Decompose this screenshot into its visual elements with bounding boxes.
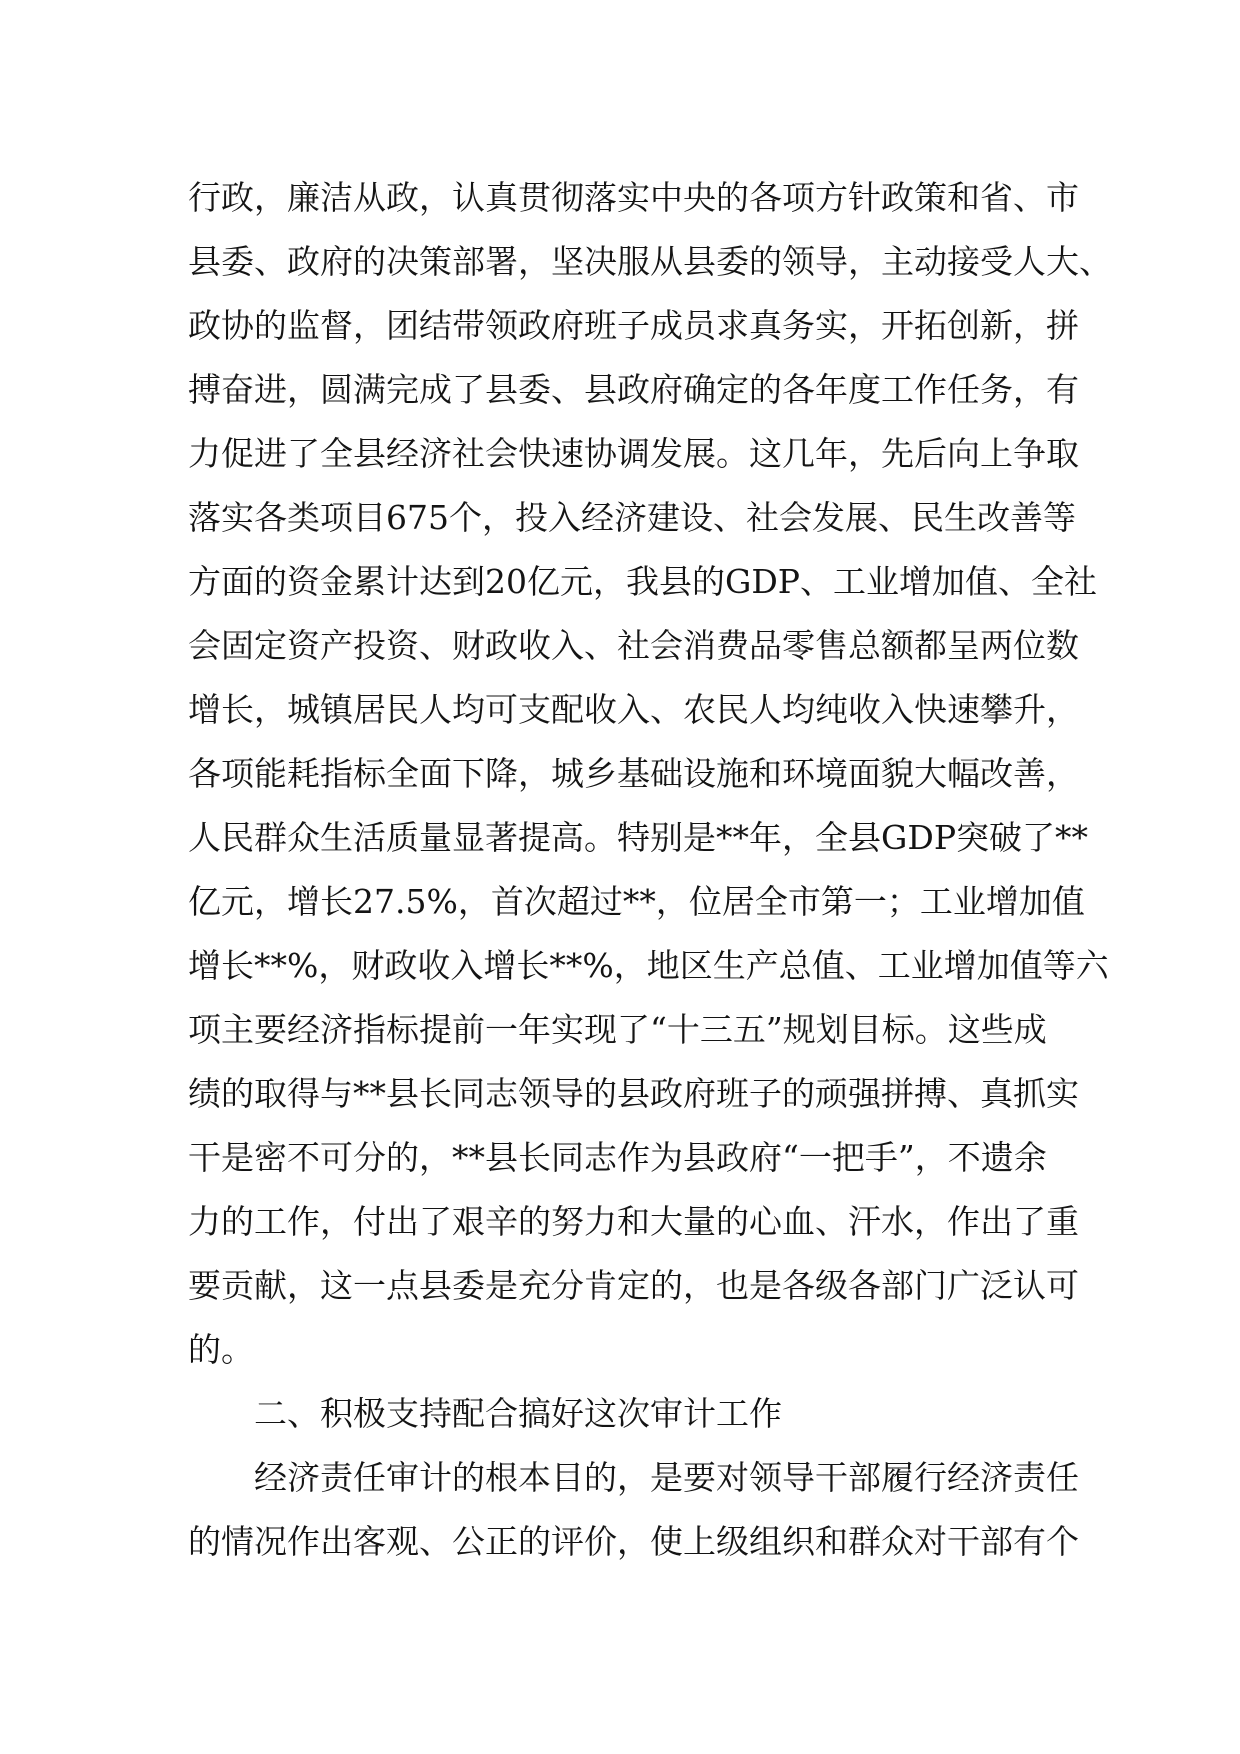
text-line: 的。 [188,1330,254,1369]
text-line: 绩的取得与**县长同志领导的县政府班子的顽强拼搏、真抓实 [188,1074,1079,1113]
text-line: 项主要经济指标提前一年实现了“十三五”规划目标。这些成 [188,1010,1047,1049]
text-line: 方面的资金累计达到20亿元，我县的GDP、工业增加值、全社 [188,562,1098,601]
text-line: 要贡献，这一点县委是充分肯定的，也是各级各部门广泛认可 [188,1266,1079,1305]
paragraph-2 [188,1446,1079,1574]
text-line: 各项能耗指标全面下降，城乡基础设施和环境面貌大幅改善， [188,754,1079,793]
document-body [188,166,1112,1574]
text-line: 经济责任审计的根本目的，是要对领导干部履行经济责任 [254,1458,1079,1497]
paragraph-1 [188,166,1112,1382]
text-line: 增长**%，财政收入增长**%，地区生产总值、工业增加值等六 [188,946,1109,985]
text-line: 政协的监督，团结带领政府班子成员求真务实，开拓创新，拼 [188,306,1079,345]
text-line: 的情况作出客观、公正的评价，使上级组织和群众对干部有个 [188,1522,1079,1561]
text-line: 人民群众生活质量显著提高。特别是**年，全县GDP突破了** [188,818,1089,857]
section-heading: 二、积极支持配合搞好这次审计工作 [254,1394,782,1433]
text-line: 行政，廉洁从政，认真贯彻落实中央的各项方针政策和省、市 [188,178,1079,217]
text-line: 搏奋进，圆满完成了县委、县政府确定的各年度工作任务，有 [188,370,1079,409]
text-line: 县委、政府的决策部署，坚决服从县委的领导，主动接受人大、 [188,242,1112,281]
text-line: 落实各类项目675个，投入经济建设、社会发展、民生改善等 [188,498,1076,537]
text-line: 亿元，增长27.5%，首次超过**，位居全市第一；工业增加值 [188,882,1085,921]
text-line: 干是密不可分的，**县长同志作为县政府“一把手”，不遗余 [188,1138,1047,1177]
text-line: 力促进了全县经济社会快速协调发展。这几年，先后向上争取 [188,434,1079,473]
text-line: 增长，城镇居民人均可支配收入、农民人均纯收入快速攀升， [188,690,1079,729]
text-line: 会固定资产投资、财政收入、社会消费品零售总额都呈两位数 [188,626,1079,665]
text-line: 力的工作，付出了艰辛的努力和大量的心血、汗水，作出了重 [188,1202,1079,1241]
